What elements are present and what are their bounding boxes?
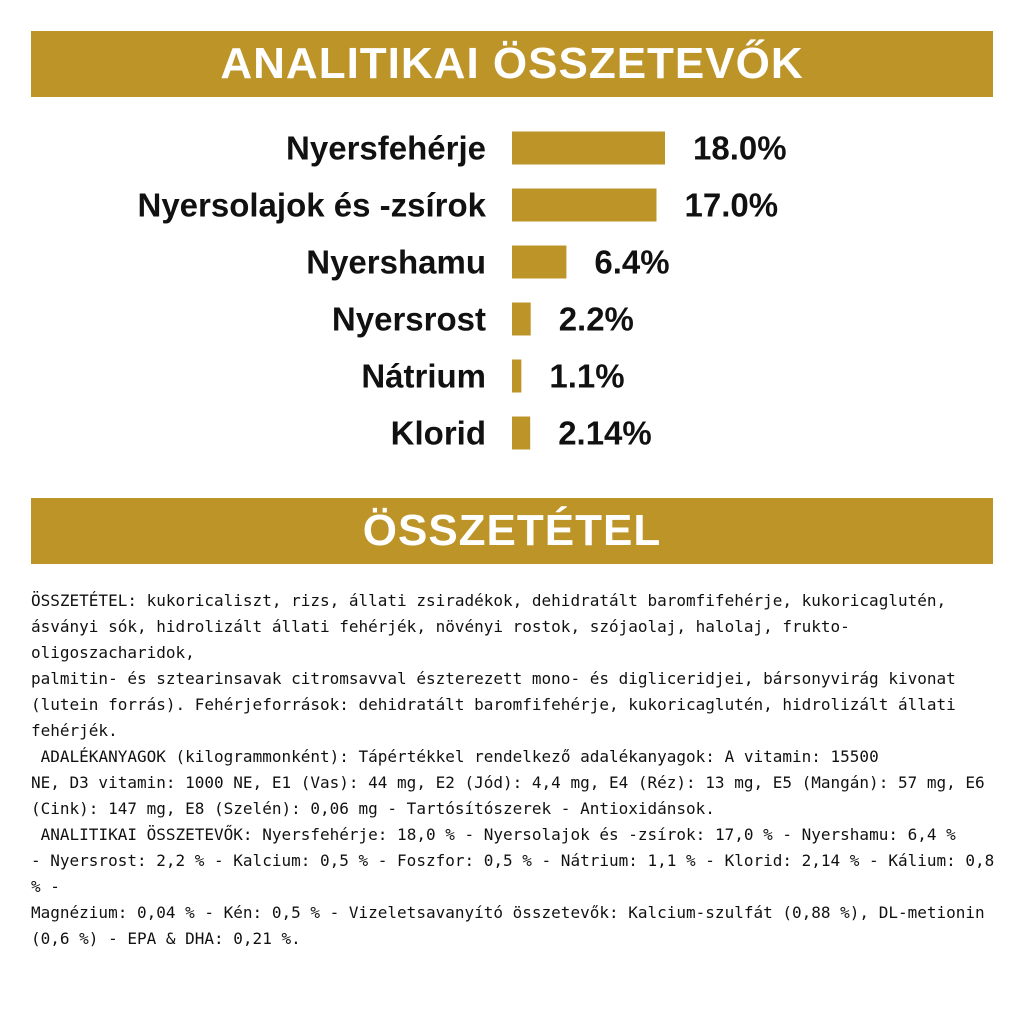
category-label: Nyersolajok és -zsírok [137, 186, 486, 224]
analytic-constituents-title: ANALITIKAI ÖSSZETEVŐK [220, 39, 804, 88]
value-label: 17.0% [684, 186, 779, 224]
composition-title: ÖSSZETÉTEL [362, 506, 662, 555]
bar [512, 132, 665, 165]
bar [512, 360, 521, 393]
category-label: Nátrium [361, 357, 486, 395]
composition-banner [31, 498, 993, 564]
value-label: 18.0% [693, 129, 787, 167]
analytic-bar-chart [0, 0, 1024, 470]
composition-text: ÖSSZETÉTEL: kukoricaliszt, rizs, állati zsiradékok, dehidratált baromfifehérje, kukoricaglutén, ásványi sók, hidrolizált állati fehérjék, növényi rostok, szójaolaj, halolaj, frukto-oligoszacharidok, palmitin- és sztearinsavak citromsavval észterezett mono- és digliceridjei, bársonyvirág kivonat (lutein forrás). Fehérjeforrások: dehidratált baromfifehérje, kukoricaglutén, hidrolizált állati fehérjék. ADALÉKANYAGOK (kilogrammonként): Tápértékkel rendelkező adalékanyagok: A vitamin: 15500 NE, D3 vitamin: 1000 NE, E1 (Vas): 44 mg, E2 (Jód): 4,4 mg, E4 (Réz): 13 mg, E5 (Mangán): 57 mg, E6 (Cink): 147 mg, E8 (Szelén): 0,06 mg - Tartósítószerek - Antioxidánsok. ANALITIKAI ÖSSZETEVŐK: Nyersfehérje: 18,0 % - Nyersolajok és -zsírok: 17,0 % - Nyershamu: 6,4 % - Nyersrost: 2,2 % - Kalcium: 0,5 % - Foszfor: 0,5 % - Nátrium: 1,1 % - Klorid: 2,14 % - Kálium: 0,8 % - Magnézium: 0,04 % - Kén: 0,5 % - Vizeletsavanyító összetevők: Kalcium-szulfát (0,88 %), DL-metionin (0,6 %) - EPA & DHA: 0,21 %. [31, 591, 995, 948]
bar [512, 246, 566, 279]
bar [512, 189, 657, 222]
value-label: 2.14% [558, 414, 652, 452]
bar [512, 303, 531, 336]
category-label: Nyershamu [306, 243, 486, 281]
category-label: Nyersrost [331, 300, 486, 338]
category-label: Nyersfehérje [286, 129, 486, 167]
value-label: 1.1% [549, 357, 625, 395]
category-label: Klorid [390, 414, 486, 452]
value-label: 6.4% [594, 243, 670, 281]
value-label: 2.2% [558, 300, 634, 338]
bar [512, 417, 530, 450]
